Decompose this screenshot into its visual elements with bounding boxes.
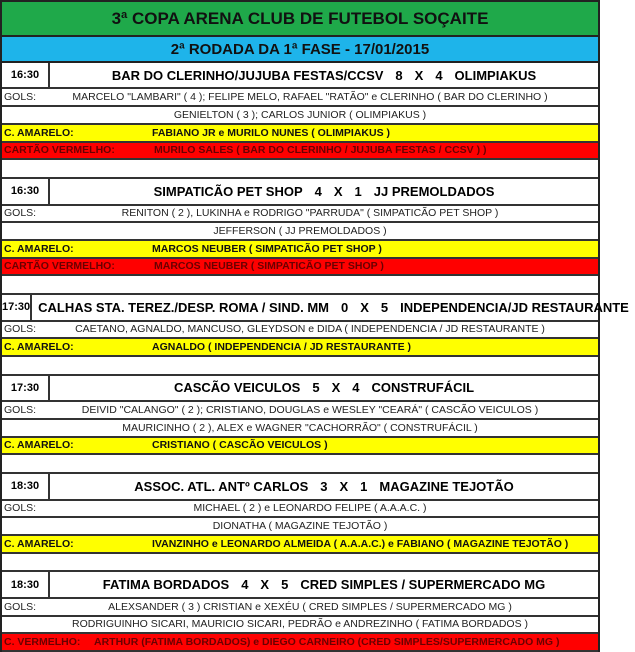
tournament-title: 3ª COPA ARENA CLUB DE FUTEBOL SOÇAITE [2,2,598,37]
yellow-card-row [2,241,598,259]
red-card-row [2,259,598,277]
yellow-card-row [2,125,598,143]
match-teams [50,474,598,499]
row-label: GOLS: [4,404,37,417]
match-header [2,295,629,322]
row-label: GOLS: [4,207,37,220]
away-score: 4 [435,67,443,83]
goals-row [2,420,598,438]
row-label: CARTÃO VERMELHO: [4,144,115,157]
row-text: DIONATHA ( MAGAZINE TEJOTÃO ) [212,520,388,533]
goals-row [2,89,598,107]
row-label: C. AMARELO: [4,126,74,139]
home-team: SIMPATICÃO PET SHOP [153,183,303,199]
row-text: JEFFERSON ( JJ PREMOLDADOS ) [213,225,387,238]
away-score: 5 [281,577,289,593]
home-score: 5 [312,380,320,396]
away-team: CONSTRUFÁCIL [371,380,475,396]
home-score: 4 [241,577,249,593]
away-score: 1 [354,183,362,199]
row-label: GOLS: [4,323,37,336]
home-score: 0 [340,299,349,315]
red-card-row [2,634,598,652]
row-text: GENIELTON ( 3 ); CARLOS JUNIOR ( OLIMPIAKUS ) [173,109,427,122]
spacer-row [2,357,598,376]
row-text: DEIVID "CALANGO" ( 2 ); CRISTIANO, DOUGLAS e WESLEY "CEARÁ" ( CASCÃO VEICULOS ) [81,404,539,417]
match-teams [50,376,598,401]
away-score: 5 [380,299,389,315]
row-text: MURILO SALES ( BAR DO CLERINHO / JUJUBA FESTAS / CCSV ) ) [154,144,487,157]
row-text: AGNALDO ( INDEPENDENCIA / JD RESTAURANTE ) [152,341,412,354]
row-label: C. AMARELO: [4,537,74,550]
match-header [2,572,598,599]
match-time: 18:30 [2,572,50,597]
row-label: GOLS: [4,600,37,613]
match-teams [50,63,598,88]
row-text: IVANZINHO e LEONARDO ALMEIDA ( A.A.A.C.) e FABIANO ( MAGAZINE TEJOTÃO ) [152,537,569,550]
match-time: 17:30 [2,295,32,320]
home-score: 4 [314,183,322,199]
away-team: CRED SIMPLES / SUPERMERCADO MG [300,577,546,593]
red-card-row [2,143,598,161]
match-time: 16:30 [2,63,50,88]
yellow-card-row [2,339,598,357]
row-text: MAURICINHO ( 2 ), ALEX e WAGNER "CACHORRÃO" ( CONSTRUFÁCIL ) [122,421,478,434]
row-label: GOLS: [4,91,37,104]
round-subtitle: 2ª RODADA DA 1ª FASE - 17/01/2015 [2,37,598,63]
row-label: C. AMARELO: [4,439,74,452]
spacer-row [2,160,598,179]
yellow-card-row [2,536,598,554]
away-score: 1 [360,478,368,494]
away-score: 4 [352,380,360,396]
away-team: INDEPENDENCIA/JD RESTAURANTE [400,299,629,315]
row-text: ALEXSANDER ( 3 ) CRISTIAN e XEXÉU ( CRED SIMPLES / SUPERMERCADO MG ) [108,600,512,613]
goals-row [2,206,598,224]
match-header [2,474,598,501]
match-teams [50,572,598,597]
spacer-row [2,276,598,295]
spacer-row [2,455,598,474]
home-team: FATIMA BORDADOS [102,577,230,593]
row-text: RENITON ( 2 ), LUKINHA e RODRIGO "PARRUDA" ( SIMPATICÃO PET SHOP ) [121,207,499,220]
goals-row [2,599,598,617]
row-text: MARCOS NEUBER ( SIMPATICÃO PET SHOP ) [152,242,382,255]
home-team: CASCÃO VEICULOS [173,380,301,396]
yellow-card-row [2,438,598,456]
home-score: 8 [395,67,403,83]
row-label: GOLS: [4,502,37,515]
match-time: 17:30 [2,376,50,401]
row-text: ARTHUR (FATIMA BORDADOS) e DIEGO CARNEIRO (CRED SIMPLES/SUPERMERCADO MG ) [94,636,560,649]
goals-row [2,107,598,125]
goals-row [2,518,598,536]
versus: X [260,577,270,593]
row-text: MARCELO "LAMBARI" ( 4 ); FELIPE MELO, RAFAEL "RATÃO" e CLERINHO ( BAR DO CLERINHO ) [72,91,548,104]
goals-row [2,617,598,635]
home-score: 3 [320,478,328,494]
versus: X [339,478,349,494]
row-text: FABIANO JR e MURILO NUNES ( OLIMPIAKUS ) [152,126,391,139]
goals-row [2,402,598,420]
spacer-row [2,554,598,573]
versus: X [360,299,369,315]
home-team: ASSOC. ATL. ANTº CARLOS [134,478,309,494]
row-label: C. VERMELHO: [4,636,81,649]
row-label: CARTÃO VERMELHO: [4,260,115,273]
away-team: JJ PREMOLDADOS [373,183,495,199]
match-header [2,376,598,403]
row-text: MARCOS NEUBER ( SIMPATICÃO PET SHOP ) [154,260,384,273]
goals-row [2,501,598,519]
match-header [2,63,598,90]
match-time: 16:30 [2,179,50,204]
away-team: MAGAZINE TEJOTÃO [379,478,514,494]
match-teams [32,295,635,320]
row-text: CAETANO, AGNALDO, MANCUSO, GLEYDSON e DIDA ( INDEPENDENCIA / JD RESTAURANTE ) [75,323,545,336]
row-text: CRISTIANO ( CASCÃO VEICULOS ) [152,439,328,452]
row-label: C. AMARELO: [4,341,74,354]
home-team: BAR DO CLERINHO/JUJUBA FESTAS/CCSV [111,67,384,83]
versus: X [331,380,341,396]
row-text: MICHAEL ( 2 ) e LEONARDO FELIPE ( A.A.A.C. ) [193,502,427,515]
match-teams [50,179,598,204]
goals-row [2,223,598,241]
home-team: CALHAS STA. TEREZ./DESP. ROMA / SIND. MM [38,299,329,315]
away-team: OLIMPIAKUS [454,67,537,83]
versus: X [333,183,343,199]
match-header [2,179,598,206]
row-text: RODRIGUINHO SICARI, MAURICIO SICARI, PEDRÃO e ANDREZINHO ( FATIMA BORDADOS ) [71,618,529,631]
versus: X [414,67,424,83]
match-time: 18:30 [2,474,50,499]
row-label: C. AMARELO: [4,242,74,255]
goals-row [2,322,598,340]
